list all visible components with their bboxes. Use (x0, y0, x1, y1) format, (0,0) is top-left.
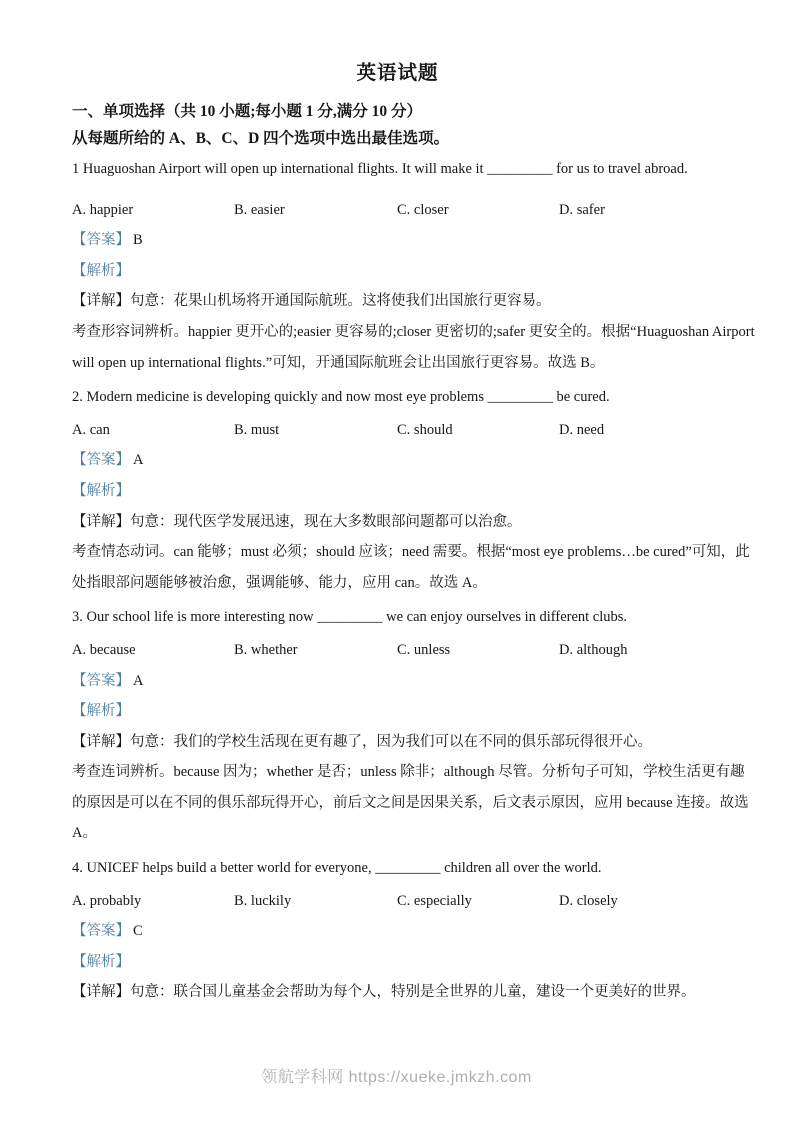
question-3-stem: 3. Our school life is more interesting now _________ we can enjoy ourselves in different clubs. (72, 609, 628, 626)
question-2-option-b: B. must (234, 421, 280, 438)
question-4-explanation-line: 【详解】句意：联合国儿童基金会帮助为每个人，特别是全世界的儿童，建设一个更美好的世界。 (72, 984, 696, 1001)
question-1-answer-value: B (133, 232, 143, 249)
answer-label: 【答案】 (72, 923, 130, 940)
question-1-explanation-line: will open up international flights.”可知，开通国际航班会让出国旅行更容易。故选 B。 (72, 354, 605, 371)
watermark-footer (0, 1066, 793, 1090)
question-1-option-d: D. safer (559, 201, 605, 218)
question-3-answer-value: A (133, 672, 144, 689)
question-4-options-row (72, 886, 723, 917)
question-2-option-a: A. can (72, 421, 110, 438)
question-3-analysis-line (72, 696, 723, 727)
question-1-option-c: C. closer (397, 201, 449, 218)
section-instruction: 从每题所给的 A、B、C、D 四个选项中选出最佳选项。 (72, 130, 450, 147)
question-1-option-b: B. easier (234, 201, 285, 218)
question-2-explanation-line: 处指眼部问题能够被治愈，强调能够、能力，应用 can。故选 A。 (72, 574, 487, 591)
question-3-option-b: B. whether (234, 641, 298, 658)
analysis-label: 【解析】 (72, 953, 130, 970)
question-3-answer-line (72, 666, 723, 697)
watermark-text: 领航学科网 https://xueke.jmkzh.com (261, 1069, 532, 1086)
answer-label: 【答案】 (72, 452, 130, 469)
question-2-explanation-line: 考查情态动词。can 能够；must 必须；should 应该；need 需要。根据“most eye problems…be cured”可知，此 (72, 544, 750, 561)
question-4 (72, 853, 723, 1008)
question-2-answer-line (72, 445, 723, 476)
question-1-explanation-line: 【详解】句意：花果山机场将开通国际航班。这将使我们出国旅行更容易。 (72, 293, 551, 310)
question-4-option-b: B. luckily (234, 892, 292, 909)
question-2-options-row (72, 415, 723, 446)
page-title: 英语试题 (356, 63, 439, 84)
question-1-explanation-line: 考查形容词辨析。happier 更开心的;easier 更容易的;closer 更密切的;safer 更安全的。根据“Huaguoshan Airport (72, 323, 755, 340)
question-3-explanation-line: A。 (72, 825, 97, 842)
question-2-option-c: C. should (397, 421, 453, 438)
question-3-option-d: D. although (559, 641, 628, 658)
analysis-label: 【解析】 (72, 262, 130, 279)
question-4-option-d: D. closely (559, 892, 618, 909)
answer-label: 【答案】 (72, 672, 130, 689)
question-4-option-c: C. especially (397, 892, 472, 909)
question-3-explanation-line: 考查连词辨析。because 因为；whether 是否；unless 除非；although 尽管。分析句子可知，学校生活更有趣 (72, 764, 745, 781)
question-2-stem: 2. Modern medicine is developing quickly and now most eye problems _________ be cured. (72, 389, 610, 406)
question-2-answer-value: A (133, 452, 144, 469)
question-1-stem: 1 Huaguoshan Airport will open up international flights. It will make it _________ for us to travel abroad. (72, 161, 688, 177)
question-1-option-a: A. happier (72, 201, 134, 218)
section-heading: 一、单项选择（共 10 小题;每小题 1 分,满分 10 分） (72, 103, 423, 120)
answer-label: 【答案】 (72, 232, 130, 249)
question-1-analysis-line (72, 256, 723, 287)
question-1 (72, 154, 755, 378)
question-1-options-row (72, 195, 723, 226)
question-2-option-d: D. need (559, 421, 605, 438)
question-3-explanation-line: 的原因是可以在不同的俱乐部玩得开心，前后文之间是因果关系，后文表示原因，应用 because 连接。故选 (72, 794, 749, 811)
question-3-explanation-line: 【详解】句意：我们的学校生活现在更有趣了，因为我们可以在不同的俱乐部玩得很开心。 (72, 733, 652, 750)
question-3-option-a: A. because (72, 641, 136, 658)
question-2-explanation-line: 【详解】句意：现代医学发展迅速，现在大多数眼部问题都可以治愈。 (72, 513, 522, 530)
question-4-option-a: A. probably (72, 892, 142, 909)
question-4-answer-value: C (133, 923, 143, 940)
analysis-label: 【解析】 (72, 482, 130, 499)
question-1-answer-line (72, 225, 723, 256)
question-4-analysis-line (72, 947, 723, 978)
analysis-label: 【解析】 (72, 703, 130, 720)
question-2 (72, 382, 750, 598)
question-3-options-row (72, 635, 723, 666)
question-3 (72, 602, 749, 849)
question-2-analysis-line (72, 476, 723, 507)
question-4-answer-line (72, 916, 723, 947)
question-4-stem: 4. UNICEF helps build a better world for everyone, _________ children all over the world. (72, 860, 602, 877)
question-3-option-c: C. unless (397, 641, 451, 658)
